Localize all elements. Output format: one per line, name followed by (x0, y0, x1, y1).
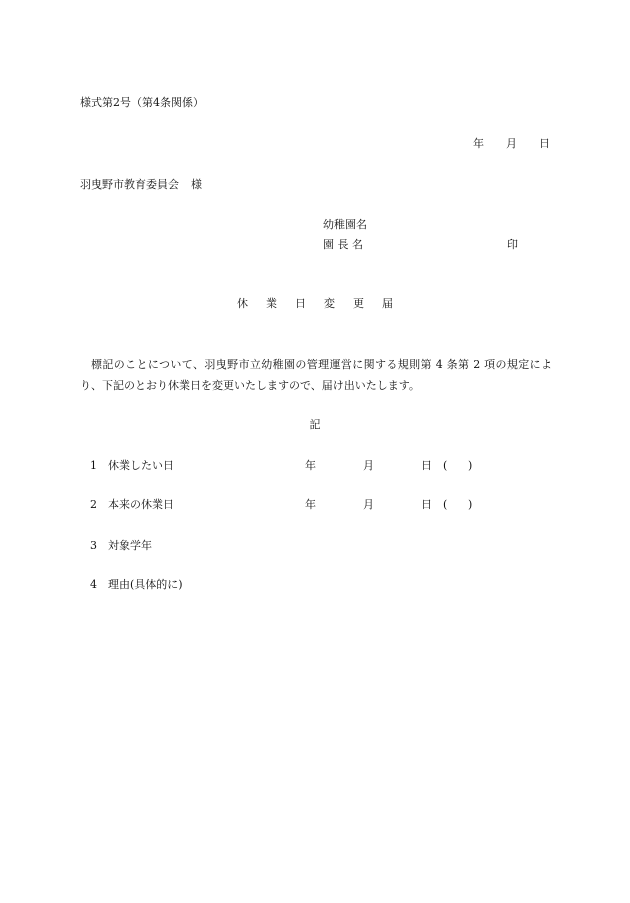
date-month-label: 月 (363, 498, 374, 511)
weekday-paren-open: ( (443, 498, 448, 511)
item-label: 本来の休業日 (108, 498, 174, 511)
submission-date (473, 137, 550, 151)
item-label: 理由(具体的に) (108, 578, 183, 591)
date-year-label: 年 (305, 459, 316, 472)
principal-name-label: 園 長 名 (323, 238, 363, 251)
weekday-paren-open: ( (443, 459, 448, 472)
item-number: 3 (90, 539, 97, 552)
item-number: 4 (90, 578, 97, 591)
addressee-name: 羽曳野市教育委員会 (80, 178, 179, 191)
weekday-paren-close: ) (468, 459, 473, 472)
date-day-label: 日 (539, 137, 550, 150)
list-item (90, 578, 183, 592)
document-title: 休業日変更届 (237, 297, 411, 310)
date-day-label: 日 (421, 459, 432, 472)
list-item (90, 459, 174, 473)
date-year-label: 年 (305, 498, 316, 511)
item-number: 2 (90, 498, 97, 511)
date-month-label: 月 (363, 459, 374, 472)
original-holiday-date (305, 498, 472, 512)
date-day-label: 日 (421, 498, 432, 511)
item-label: 休業したい日 (108, 459, 174, 472)
seal-mark: 印 (507, 238, 518, 251)
item-number: 1 (90, 459, 97, 472)
body-paragraph: 標記のことについて、羽曳野市立幼稚園の管理運営に関する規則第 4 条第 2 項の規定により、下記のとおり休業日を変更いたしますので、届け出いたします。 (80, 358, 552, 392)
item-label: 対象学年 (108, 539, 152, 552)
list-item (90, 498, 174, 512)
addressee-honorific: 様 (191, 178, 202, 191)
addressee (80, 178, 202, 192)
principal-row (323, 238, 518, 252)
form-number: 様式第2号（第4条関係） (80, 96, 204, 109)
date-month-label: 月 (506, 137, 517, 150)
weekday-paren-close: ) (468, 498, 473, 511)
date-year-label: 年 (473, 137, 484, 150)
school-name-label: 幼稚園名 (323, 218, 367, 231)
list-item (90, 539, 152, 553)
desired-holiday-date (305, 459, 472, 473)
ki-heading: 記 (309, 418, 321, 431)
